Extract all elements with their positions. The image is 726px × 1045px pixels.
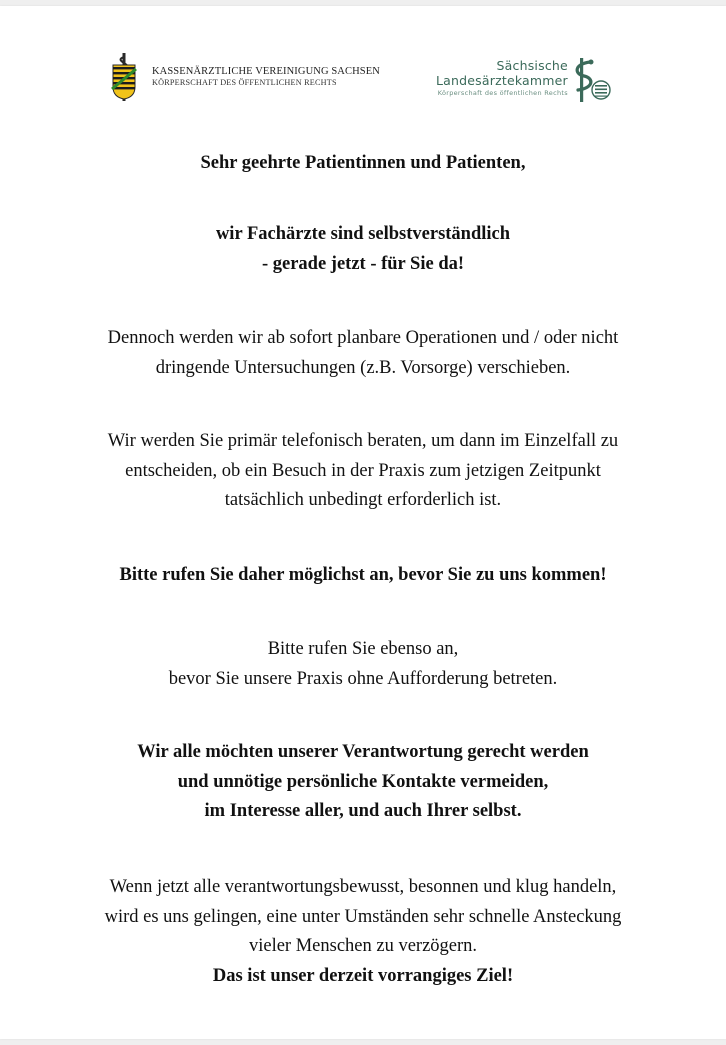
ebenso-line-1: Bitte rufen Sie ebenso an, [267, 639, 459, 659]
lak-line2: Landesärztekammer [436, 73, 568, 88]
kv-sachsen-logo [106, 53, 380, 101]
verant-line-3: im Interesse aller, und auch Ihrer selbst. [204, 801, 522, 821]
verant-line-2: und unnötige persönliche Kontakte vermeiden, [177, 771, 549, 792]
ziel-line: Das ist unser derzeit vorrangiges Ziel! [212, 965, 514, 986]
wenn-line-1: Wenn jetzt alle verantwortungsbewusst, besonnen und klug handeln, [109, 877, 617, 897]
telefonisch-paragraph [0, 427, 726, 516]
wir-line-1: Wir werden Sie primär telefonisch beraten, um dann im Einzelfall zu [107, 431, 619, 451]
landesaerztekammer-logo [436, 58, 612, 108]
dennoch-paragraph [0, 324, 726, 383]
greeting-line: Sehr geehrte Patientinnen und Patienten, [200, 153, 526, 173]
verantwortung-paragraph [0, 738, 726, 827]
dennoch-line-2: dringende Untersuchungen (z.B. Vorsorge) verschieben. [155, 357, 571, 378]
bitte-anrufen-paragraph [0, 561, 726, 591]
wenn-line-3: vieler Menschen zu verzögern. [248, 936, 478, 956]
greeting [0, 149, 726, 179]
dennoch-line-1: Dennoch werden wir ab sofort planbare Operationen und / oder nicht [107, 328, 619, 348]
lak-line1: Sächsische [496, 58, 568, 73]
wir-line-3: tatsächlich unbedingt erforderlich ist. [224, 490, 502, 510]
aesculapian-staff-icon [570, 56, 612, 106]
kv-subtitle: KÖRPERSCHAFT DES ÖFFENTLICHEN RECHTS [152, 78, 337, 87]
wenn-paragraph [0, 873, 726, 991]
fachaerzte-paragraph [0, 220, 726, 279]
wenn-line-2: wird es uns gelingen, eine unter Umständen sehr schnelle Ansteckung [104, 906, 622, 927]
document-page [0, 6, 726, 1039]
ebenso-paragraph [0, 635, 726, 694]
fach-line-1: wir Fachärzte sind selbstverständlich [215, 224, 511, 244]
bitte-line: Bitte rufen Sie daher möglichst an, bevor Sie zu uns kommen! [119, 565, 607, 585]
saxony-coat-of-arms-icon [106, 53, 142, 101]
wir-line-2: entscheiden, ob ein Besuch in der Praxis zum jetzigen Zeitpunkt [125, 460, 601, 481]
fach-line-2: - gerade jetzt - für Sie da! [261, 253, 465, 274]
ebenso-line-2: bevor Sie unsere Praxis ohne Aufforderung betreten. [168, 668, 558, 689]
kv-name: KASSENÄRZTLICHE VEREINIGUNG SACHSEN [152, 66, 380, 77]
verant-line-1: Wir alle möchten unserer Verantwortung gerecht werden [137, 742, 589, 762]
lak-line3: Körperschaft des öffentlichen Rechts [437, 89, 568, 97]
